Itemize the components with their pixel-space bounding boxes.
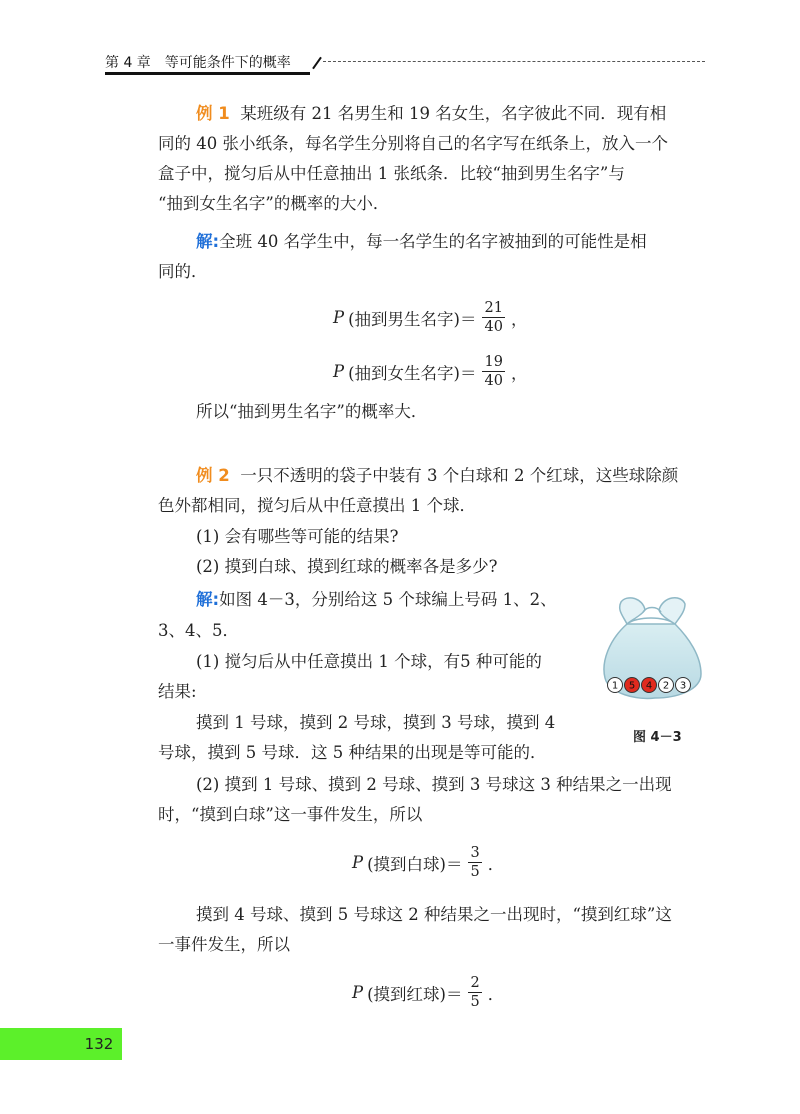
denominator: 40 [484, 319, 503, 335]
formula-girl-probability [333, 354, 527, 389]
formula-p: P [333, 362, 345, 381]
example2-part1-line-2: 结果: [158, 682, 197, 701]
example2-text-1: 一只不透明的袋子中装有 3 个白球和 2 个红球，这些球除颜 [240, 466, 679, 485]
example1-solution-text-1: 全班 40 名学生中，每一名学生的名字被抽到的可能性是相 [219, 232, 647, 251]
ball-number-4: 4 [645, 680, 653, 692]
ball-number-1: 1 [611, 680, 619, 692]
example1-text-1: 某班级有 21 名男生和 19 名女生，名字彼此不同．现有相 [240, 104, 667, 123]
bag-top-left-ear [620, 598, 645, 624]
bag-knot [643, 608, 661, 613]
chapter-header [105, 52, 705, 76]
example2-line-1 [196, 466, 678, 486]
bag-top-right-ear [659, 598, 685, 624]
numerator: 21 [484, 300, 503, 316]
formula-tail: ． [487, 984, 505, 1004]
example2-part1-line-1: (1) 搅匀后从中任意摸出 1 个球，有5 种可能的 [196, 652, 542, 671]
balls-group [608, 678, 691, 693]
example1-solution-label: 解: [196, 232, 220, 251]
example2-solution-text-1: 如图 4－3，分别给这 5 个球编上号码 1、2、 [219, 590, 557, 609]
example1-line-1 [196, 104, 666, 124]
formula-tail: ， [510, 309, 528, 329]
example2-part2-line-1: (2) 摸到 1 号球、摸到 2 号球、摸到 3 号球这 3 种结果之一出现 [196, 775, 672, 794]
header-dashed-rule [323, 61, 705, 62]
example1-line-4: “抽到女生名字”的概率的大小． [158, 194, 390, 213]
formula-event: (摸到红球)＝ [367, 984, 463, 1004]
example2-part2-line-2: 时，“摸到白球”这一事件发生，所以 [158, 805, 423, 824]
formula-p: P [352, 983, 364, 1002]
fraction [482, 300, 504, 335]
formula-tail: ， [510, 363, 528, 383]
example1-line-2: 同的 40 张小纸条，每名学生分别将自己的名字写在纸条上，放入一个 [158, 134, 668, 153]
header-underline [105, 72, 310, 75]
example2-line-2: 色外都相同，搅匀后从中任意摸出 1 个球． [158, 496, 476, 515]
numerator: 19 [484, 354, 503, 370]
example1-line-3: 盒子中，搅匀后从中任意抽出 1 张纸条．比较“抽到男生名字”与 [158, 164, 625, 183]
formula-event: (抽到男生名字)＝ [348, 309, 477, 329]
example2-part1-line-3: 摸到 1 号球，摸到 2 号球，摸到 3 号球，摸到 4 [196, 713, 556, 732]
denominator: 5 [470, 864, 480, 880]
example2-question-2: (2) 摸到白球、摸到红球的概率各是多少? [196, 557, 498, 576]
formula-red-probability [352, 975, 504, 1010]
bag-figure [597, 590, 707, 702]
denominator: 5 [470, 994, 480, 1010]
example1-conclusion: 所以“抽到男生名字”的概率大． [196, 402, 428, 421]
example1-label: 例 1 [196, 104, 230, 123]
example2-part3-line-1: 摸到 4 号球、摸到 5 号球这 2 种结果之一出现时，“摸到红球”这 [196, 905, 672, 924]
example1-solution-line-1 [196, 232, 647, 252]
header-slash [312, 57, 322, 70]
ball-number-3: 3 [679, 680, 687, 692]
fraction [482, 354, 504, 389]
formula-event: (摸到白球)＝ [367, 854, 463, 874]
fraction [468, 975, 481, 1010]
formula-event: (抽到女生名字)＝ [348, 363, 477, 383]
formula-p: P [352, 853, 364, 872]
ball-number-5: 5 [628, 680, 636, 692]
example2-question-1: (1) 会有哪些等可能的结果? [196, 527, 399, 546]
numerator: 3 [470, 845, 480, 861]
figure-caption: 图 4－3 [633, 730, 682, 745]
formula-boy-probability [333, 300, 527, 335]
formula-tail: ． [487, 854, 505, 874]
example1-solution-line-2: 同的． [158, 262, 208, 281]
example2-part3-line-2: 一事件发生，所以 [158, 935, 290, 954]
formula-white-probability [352, 845, 504, 880]
example2-solution-line-2: 3、4、5． [158, 621, 239, 640]
example2-part1-line-4: 号球，摸到 5 号球．这 5 种结果的出现是等可能的． [158, 743, 547, 762]
formula-p: P [333, 308, 345, 327]
example2-label: 例 2 [196, 466, 230, 485]
page-number: 132 [84, 1035, 114, 1053]
fraction [468, 845, 481, 880]
example2-solution-line-1 [196, 590, 557, 610]
denominator: 40 [484, 373, 503, 389]
chapter-title: 第 4 章 等可能条件下的概率 [105, 55, 291, 71]
ball-number-2: 2 [662, 680, 670, 692]
example2-solution-label: 解: [196, 590, 220, 609]
numerator: 2 [470, 975, 480, 991]
bag-illustration [597, 590, 707, 702]
